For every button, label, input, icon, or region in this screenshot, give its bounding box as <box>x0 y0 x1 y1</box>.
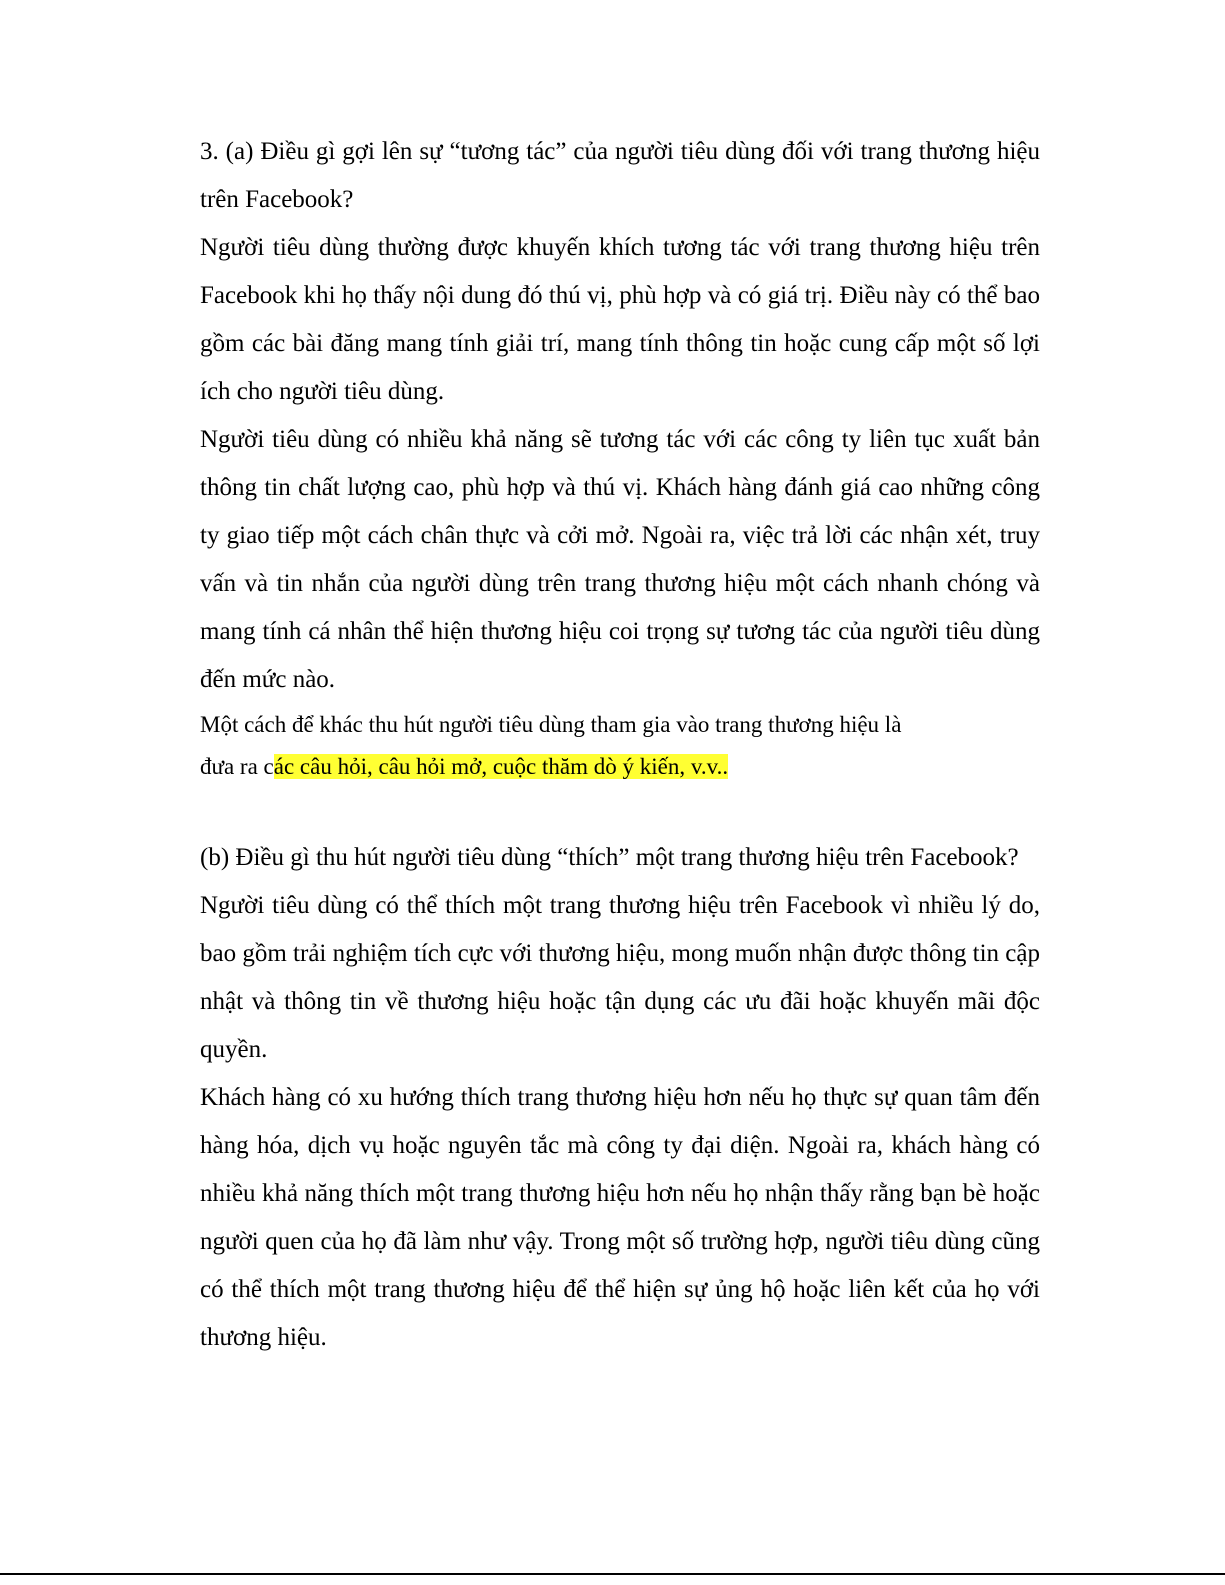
answer-3a-paragraph-3-line-1: Một cách để khác thu hút người tiêu dùng tham gia vào trang thương hiệu là <box>200 712 902 737</box>
highlighted-text: ác câu hỏi, câu hỏi mở, cuộc thăm dò ý kiến, v.v.. <box>273 754 729 779</box>
document-body <box>200 128 1040 1362</box>
answer-3a-paragraph-2: Người tiêu dùng có nhiều khả năng sẽ tương tác với các công ty liên tục xuất bản thông tin chất lượng cao, phù hợp và thú vị. Khách hàng đánh giá cao những công ty giao tiếp một cách chân thực và cởi mở. Ngoài ra, việc trả lời các nhận xét, truy vấn và tin nhắn của người dùng trên trang thương hiệu một cách nhanh chóng và mang tính cá nhân thể hiện thương hiệu coi trọng sự tương tác của người tiêu dùng đến mức nào. <box>200 426 1040 693</box>
answer-3a-paragraph-1: Người tiêu dùng thường được khuyến khích tương tác với trang thương hiệu trên Facebook khi họ thấy nội dung đó thú vị, phù hợp và có giá trị. Điều này có thể bao gồm các bài đăng mang tính giải trí, mang tính thông tin hoặc cung cấp một số lợi ích cho người tiêu dùng. <box>200 234 1040 405</box>
answer-3a-paragraph-3-line-2 <box>200 746 1040 788</box>
page-bottom-border <box>0 1573 1225 1575</box>
section-spacer <box>200 788 1040 834</box>
answer-3b-paragraph-2: Khách hàng có xu hướng thích trang thương hiệu hơn nếu họ thực sự quan tâm đến hàng hóa, dịch vụ hoặc nguyên tắc mà công ty đại diện. Ngoài ra, khách hàng có nhiều khả năng thích một trang thương hiệu hơn nếu họ nhận thấy rằng bạn bè hoặc người quen của họ đã làm như vậy. Trong một số trường hợp, người tiêu dùng cũng có thể thích một trang thương hiệu để thể hiện sự ủng hộ hoặc liên kết của họ với thương hiệu. <box>200 1084 1040 1351</box>
question-3b: (b) Điều gì thu hút người tiêu dùng “thích” một trang thương hiệu trên Facebook? <box>200 844 1019 871</box>
answer-3a-plain-text: đưa ra c <box>200 754 274 779</box>
question-3a: 3. (a) Điều gì gợi lên sự “tương tác” của người tiêu dùng đối với trang thương hiệu trên Facebook? <box>200 138 1040 213</box>
answer-3b-paragraph-1: Người tiêu dùng có thể thích một trang thương hiệu trên Facebook vì nhiều lý do, bao gồm trải nghiệm tích cực với thương hiệu, mong muốn nhận được thông tin cập nhật và thông tin về thương hiệu hoặc tận dụng các ưu đãi hoặc khuyến mãi độc quyền. <box>200 892 1040 1063</box>
